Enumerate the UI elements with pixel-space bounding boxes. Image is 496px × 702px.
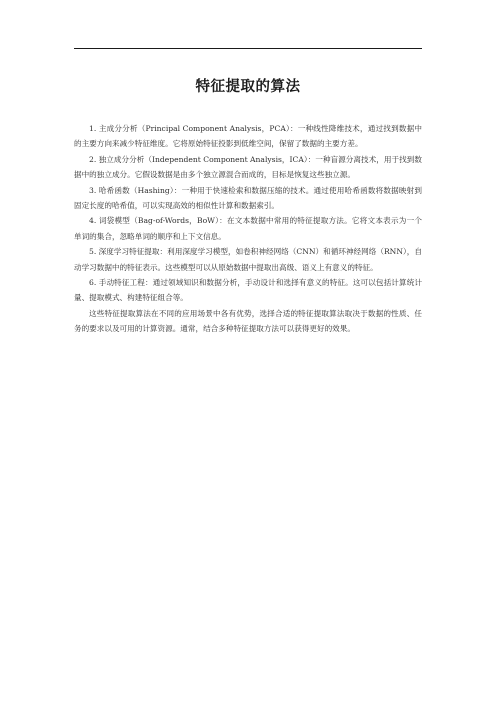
paragraph-manual-feature-engineering: 6. 手动特征工程：通过领域知识和数据分析，手动设计和选择有意义的特征。这可以包括计算统计量、提取模式、构建特征组合等。 <box>74 278 422 303</box>
paragraph-hashing: 3. 哈希函数（Hashing）：一种用于快速检索和数据压缩的技术。通过使用哈希函数将数据映射到固定长度的哈希值，可以实现高效的相似性计算和数据索引。 <box>74 185 422 211</box>
paragraph-conclusion: 这些特征提取算法在不同的应用场景中各有优势，选择合适的特征提取算法取决于数据的性质、任务的要求以及可用的计算资源。通常，结合多种特征提取方法可以获得更好的效果。 <box>74 308 422 334</box>
paragraph-deep-learning: 5. 深度学习特征提取：利用深度学习模型，如卷积神经网络（CNN）和循环神经网络（RNN），自动学习数据中的特征表示。这些模型可以从原始数据中提取出高级、语义上有意义的特征。 <box>74 247 422 272</box>
header-rule <box>74 48 422 49</box>
document-body <box>74 121 422 337</box>
paragraph-bag-of-words: 4. 词袋模型（Bag-of-Words，BoW）：在文本数据中常用的特征提取方法。它将文本表示为一个单词的集合，忽略单词的顺序和上下文信息。 <box>74 216 422 241</box>
paragraph-pca: 1. 主成分分析（Principal Component Analysis，PCA）：一种线性降维技术，通过找到数据中的主要方向来减少特征维度。它将原始特征投影到低维空间，保留了数据的主要方差。 <box>74 124 422 149</box>
paragraph-ica: 2. 独立成分分析（Independent Component Analysis，ICA）：一种盲源分离技术，用于找到数据中的独立成分。它假设数据是由多个独立源混合而成的，目标是恢复这些独立源。 <box>74 154 422 180</box>
document-title: 特征提取的算法 <box>195 79 301 95</box>
